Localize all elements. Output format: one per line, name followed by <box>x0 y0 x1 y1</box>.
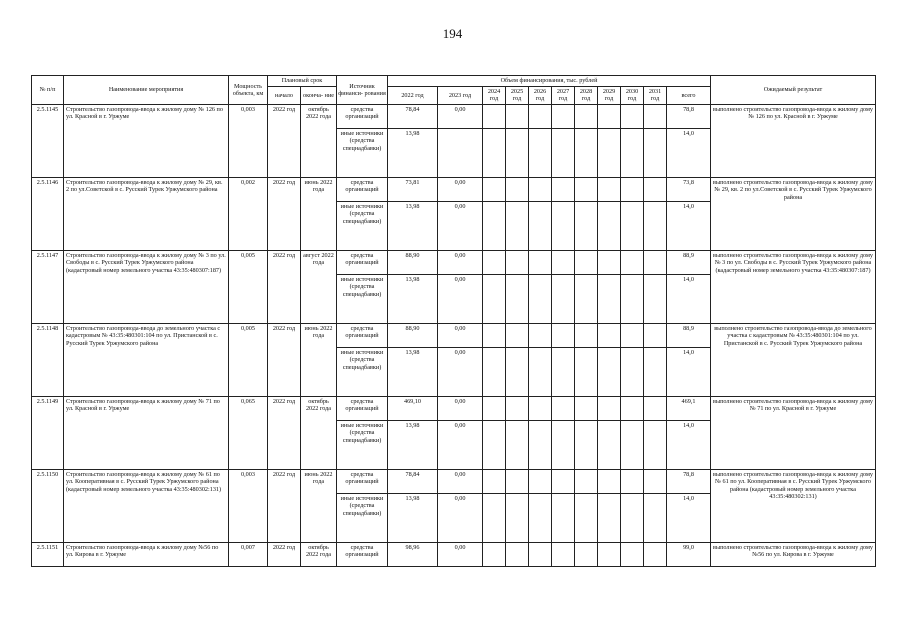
row-year-empty <box>575 469 598 493</box>
row-year-empty <box>506 250 529 274</box>
row-year-empty <box>529 542 552 566</box>
header-funding: Объем финансирования, тыс. рублей <box>388 76 711 87</box>
row-year-empty <box>644 177 667 201</box>
header-year: 2028 год <box>575 87 598 105</box>
row-2022: 13,98 <box>388 274 438 323</box>
row-year-empty <box>552 201 575 250</box>
row-year-empty <box>575 128 598 177</box>
row-2023: 0,00 <box>438 396 483 420</box>
row-year-empty <box>575 274 598 323</box>
header-start: начало <box>268 87 301 105</box>
row-year-empty <box>552 177 575 201</box>
row-result: выполнено строительство газопровода-ввода до земельного участка с кадастровым № 43:35:480301:104 по ул. Пристанской в с. Русский Турек Уржумского района <box>711 323 876 396</box>
row-start: 2022 год <box>268 542 301 566</box>
row-total: 14,0 <box>667 128 711 177</box>
row-year-empty <box>575 396 598 420</box>
row-end: июнь 2022 года <box>301 469 337 542</box>
row-2022: 13,98 <box>388 420 438 469</box>
row-id: 2.5.1149 <box>32 396 64 469</box>
row-year-empty <box>575 201 598 250</box>
row-year-empty <box>575 347 598 396</box>
row-source: средства организаций <box>337 104 388 128</box>
row-year-empty <box>552 128 575 177</box>
row-year-empty <box>529 177 552 201</box>
row-year-empty <box>483 493 506 542</box>
row-source: средства организаций <box>337 542 388 566</box>
header-result: Ожидаемый результат <box>711 76 876 105</box>
row-name: Строительство газопровода-ввода к жилому дому № 126 по ул. Красной в г. Уржуме <box>64 104 229 177</box>
row-year-empty <box>506 420 529 469</box>
row-year-empty <box>598 542 621 566</box>
header-power: Мощность объекта, км <box>229 76 268 105</box>
row-result: выполнено строительство газопровода-ввода к жилому дому № 126 по ул. Красной в г. Уржуме <box>711 104 876 177</box>
row-year-empty <box>552 469 575 493</box>
row-power: 0,005 <box>229 323 268 396</box>
row-year-empty <box>598 128 621 177</box>
row-year-empty <box>529 104 552 128</box>
row-name: Строительство газопровода-ввода к жилому дому №56 по ул. Кирова в г. Уржуме <box>64 542 229 566</box>
row-year-empty <box>644 542 667 566</box>
row-year-empty <box>598 469 621 493</box>
row-id: 2.5.1147 <box>32 250 64 323</box>
row-year-empty <box>529 347 552 396</box>
row-2022: 73,81 <box>388 177 438 201</box>
funding-table <box>31 75 876 567</box>
row-start: 2022 год <box>268 323 301 396</box>
row-year-empty <box>598 347 621 396</box>
table-row <box>32 469 876 493</box>
row-source: иные источники (средства спецнадбавки) <box>337 128 388 177</box>
row-year-empty <box>552 347 575 396</box>
row-total: 73,8 <box>667 177 711 201</box>
row-year-empty <box>529 250 552 274</box>
row-year-empty <box>598 420 621 469</box>
table-body <box>32 104 876 566</box>
header-year: 2027 год <box>552 87 575 105</box>
row-total: 14,0 <box>667 201 711 250</box>
header-year: 2024 год <box>483 87 506 105</box>
row-source: средства организаций <box>337 323 388 347</box>
header-year: 2029 год <box>598 87 621 105</box>
row-2022: 78,84 <box>388 469 438 493</box>
row-year-empty <box>644 201 667 250</box>
row-year-empty <box>575 542 598 566</box>
row-year-empty <box>621 128 644 177</box>
row-2023: 0,00 <box>438 201 483 250</box>
row-source: средства организаций <box>337 469 388 493</box>
row-start: 2022 год <box>268 469 301 542</box>
row-end: октябрь 2022 года <box>301 396 337 469</box>
row-year-empty <box>575 177 598 201</box>
row-year-empty <box>644 347 667 396</box>
row-year-empty <box>621 274 644 323</box>
row-total: 88,9 <box>667 323 711 347</box>
row-name: Строительство газопровода-ввода к жилому дому № 71 по ул. Красной в г. Уржуме <box>64 396 229 469</box>
row-2023: 0,00 <box>438 542 483 566</box>
row-2022: 13,98 <box>388 128 438 177</box>
table-row <box>32 323 876 347</box>
row-2022: 13,98 <box>388 347 438 396</box>
header-no: № п/п <box>32 76 64 105</box>
row-name: Строительство газопровода-ввода к жилому дому № 3 по ул. Свободы в с. Русский Турек Уржумского района (кадастровый номер земельного участка 43:35:480307:187) <box>64 250 229 323</box>
row-year-empty <box>552 274 575 323</box>
row-name: Строительство газопровода-ввода до земельного участка с кадастровым № 43:35:480301:104 по ул. Пристанской в с. Русский Турек Уржумского района <box>64 323 229 396</box>
row-year-empty <box>529 128 552 177</box>
row-power: 0,007 <box>229 542 268 566</box>
row-total: 78,8 <box>667 469 711 493</box>
row-year-empty <box>506 274 529 323</box>
row-year-empty <box>552 104 575 128</box>
row-end: октябрь 2022 года <box>301 542 337 566</box>
row-year-empty <box>621 396 644 420</box>
row-source: средства организаций <box>337 177 388 201</box>
row-year-empty <box>598 104 621 128</box>
row-year-empty <box>621 542 644 566</box>
row-year-empty <box>529 396 552 420</box>
row-total: 14,0 <box>667 420 711 469</box>
row-id: 2.5.1148 <box>32 323 64 396</box>
row-start: 2022 год <box>268 177 301 250</box>
row-year-empty <box>598 274 621 323</box>
row-year-empty <box>644 420 667 469</box>
row-year-empty <box>575 420 598 469</box>
row-year-empty <box>621 177 644 201</box>
row-year-empty <box>575 323 598 347</box>
row-year-empty <box>483 420 506 469</box>
row-year-empty <box>598 177 621 201</box>
table-row <box>32 104 876 128</box>
row-id: 2.5.1151 <box>32 542 64 566</box>
row-source: иные источники (средства спецнадбавки) <box>337 493 388 542</box>
row-year-empty <box>529 469 552 493</box>
row-year-empty <box>598 201 621 250</box>
row-year-empty <box>552 542 575 566</box>
row-end: октябрь 2022 года <box>301 104 337 177</box>
row-source: средства организаций <box>337 396 388 420</box>
row-year-empty <box>506 469 529 493</box>
row-year-empty <box>483 396 506 420</box>
row-year-empty <box>575 250 598 274</box>
row-power: 0,065 <box>229 396 268 469</box>
row-2022: 469,10 <box>388 396 438 420</box>
row-year-empty <box>598 396 621 420</box>
row-year-empty <box>644 250 667 274</box>
row-2023: 0,00 <box>438 104 483 128</box>
row-result: выполнено строительство газопровода-ввода к жилому дому №56 по ул. Кирова в г. Уржуме <box>711 542 876 566</box>
row-id: 2.5.1145 <box>32 104 64 177</box>
row-year-empty <box>506 542 529 566</box>
row-year-empty <box>621 420 644 469</box>
row-source: иные источники (средства спецнадбавки) <box>337 347 388 396</box>
row-2023 <box>438 128 483 177</box>
row-year-empty <box>621 469 644 493</box>
row-year-empty <box>644 104 667 128</box>
header-total: всего <box>667 87 711 105</box>
header-year: 2023 год <box>438 87 483 105</box>
table-row <box>32 250 876 274</box>
row-total: 14,0 <box>667 347 711 396</box>
row-year-empty <box>483 201 506 250</box>
table-row <box>32 542 876 566</box>
header-year: 2025 год <box>506 87 529 105</box>
header-year: 2031 год <box>644 87 667 105</box>
row-year-empty <box>506 493 529 542</box>
row-year-empty <box>506 347 529 396</box>
row-year-empty <box>552 250 575 274</box>
row-year-empty <box>506 104 529 128</box>
row-year-empty <box>506 396 529 420</box>
row-start: 2022 год <box>268 396 301 469</box>
row-year-empty <box>552 323 575 347</box>
row-name: Строительство газопровода-ввода к жилому дому № 29, кв. 2 по ул.Советской в с. Русский Турек Уржумского района <box>64 177 229 250</box>
row-2023: 0,00 <box>438 469 483 493</box>
row-year-empty <box>575 493 598 542</box>
row-2022: 88,90 <box>388 323 438 347</box>
row-total: 469,1 <box>667 396 711 420</box>
table-header <box>32 76 876 105</box>
row-year-empty <box>529 274 552 323</box>
row-id: 2.5.1150 <box>32 469 64 542</box>
row-2022: 88,90 <box>388 250 438 274</box>
row-year-empty <box>644 396 667 420</box>
row-2023: 0,00 <box>438 420 483 469</box>
row-year-empty <box>483 323 506 347</box>
row-id: 2.5.1146 <box>32 177 64 250</box>
row-year-empty <box>552 420 575 469</box>
row-year-empty <box>644 493 667 542</box>
header-source: Источник финанси- рования <box>337 76 388 105</box>
row-year-empty <box>598 323 621 347</box>
table-row <box>32 177 876 201</box>
row-2022: 98,96 <box>388 542 438 566</box>
header-year: 2022 год <box>388 87 438 105</box>
row-result: выполнено строительство газопровода-ввода к жилому дому № 71 по ул. Красной в г. Уржуме <box>711 396 876 469</box>
row-name: Строительство газопровода-ввода к жилому дому № 61 по ул. Кооперативная в с. Русский Турек Уржумского района (кадастровый номер земельного участка 43:35:480302:131) <box>64 469 229 542</box>
row-year-empty <box>483 347 506 396</box>
row-2022: 78,84 <box>388 104 438 128</box>
row-start: 2022 год <box>268 104 301 177</box>
row-total: 14,0 <box>667 274 711 323</box>
row-source: иные источники (средства спецнадбавки) <box>337 274 388 323</box>
row-year-empty <box>483 274 506 323</box>
row-total: 88,9 <box>667 250 711 274</box>
page-number: 194 <box>442 26 463 41</box>
row-start: 2022 год <box>268 250 301 323</box>
row-2023: 0,00 <box>438 323 483 347</box>
row-year-empty <box>552 493 575 542</box>
row-year-empty <box>621 104 644 128</box>
row-year-empty <box>529 323 552 347</box>
row-total: 78,8 <box>667 104 711 128</box>
row-result: выполнено строительство газопровода-ввода к жилому дому № 3 по ул. Свободы в с. Русский Турек Уржумского района (кадастровый номер земельного участка 43:35:480307:187) <box>711 250 876 323</box>
row-year-empty <box>483 542 506 566</box>
row-2023: 0,00 <box>438 250 483 274</box>
row-year-empty <box>483 250 506 274</box>
row-power: 0,002 <box>229 177 268 250</box>
row-year-empty <box>644 323 667 347</box>
row-year-empty <box>621 250 644 274</box>
row-year-empty <box>506 128 529 177</box>
row-power: 0,003 <box>229 104 268 177</box>
row-power: 0,005 <box>229 250 268 323</box>
row-year-empty <box>621 347 644 396</box>
row-year-empty <box>483 177 506 201</box>
row-end: август 2022 года <box>301 250 337 323</box>
row-year-empty <box>644 469 667 493</box>
row-2023: 0,00 <box>438 347 483 396</box>
header-year: 2026 год <box>529 87 552 105</box>
row-year-empty <box>483 104 506 128</box>
row-2022: 13,98 <box>388 201 438 250</box>
header-name: Наименование мероприятия <box>64 76 229 105</box>
row-result: выполнено строительство газопровода-ввода к жилому дому № 29, кв. 2 по ул.Советской в с. Русский Турек Уржумского района <box>711 177 876 250</box>
row-year-empty <box>644 128 667 177</box>
row-year-empty <box>644 274 667 323</box>
row-year-empty <box>483 128 506 177</box>
row-result: выполнено строительство газопровода-ввода к жилому дому № 61 по ул. Кооперативная в с. Русский Турек Уржумского района (кадастровый номер земельного участка 43:35:480302:131) <box>711 469 876 542</box>
row-source: иные источники (средства спецнадбавки) <box>337 420 388 469</box>
header-end: оконча- ние <box>301 87 337 105</box>
row-year-empty <box>552 396 575 420</box>
row-year-empty <box>506 201 529 250</box>
row-year-empty <box>598 250 621 274</box>
row-2023: 0,00 <box>438 493 483 542</box>
row-year-empty <box>621 493 644 542</box>
header-year: 2030 год <box>621 87 644 105</box>
row-2023: 0,00 <box>438 274 483 323</box>
row-source: средства организаций <box>337 250 388 274</box>
row-year-empty <box>529 493 552 542</box>
row-total: 99,0 <box>667 542 711 566</box>
row-2022: 13,98 <box>388 493 438 542</box>
row-end: июнь 2022 года <box>301 177 337 250</box>
row-year-empty <box>506 323 529 347</box>
row-power: 0,003 <box>229 469 268 542</box>
row-total: 14,0 <box>667 493 711 542</box>
row-year-empty <box>483 469 506 493</box>
row-source: иные источники (средства спецнадбавки) <box>337 201 388 250</box>
row-2023: 0,00 <box>438 177 483 201</box>
row-year-empty <box>598 493 621 542</box>
row-year-empty <box>621 201 644 250</box>
row-year-empty <box>529 420 552 469</box>
row-year-empty <box>621 323 644 347</box>
header-plan: Плановый срок <box>268 76 337 87</box>
row-year-empty <box>575 104 598 128</box>
row-year-empty <box>529 201 552 250</box>
row-end: июнь 2022 года <box>301 323 337 396</box>
row-year-empty <box>506 177 529 201</box>
table-row <box>32 396 876 420</box>
